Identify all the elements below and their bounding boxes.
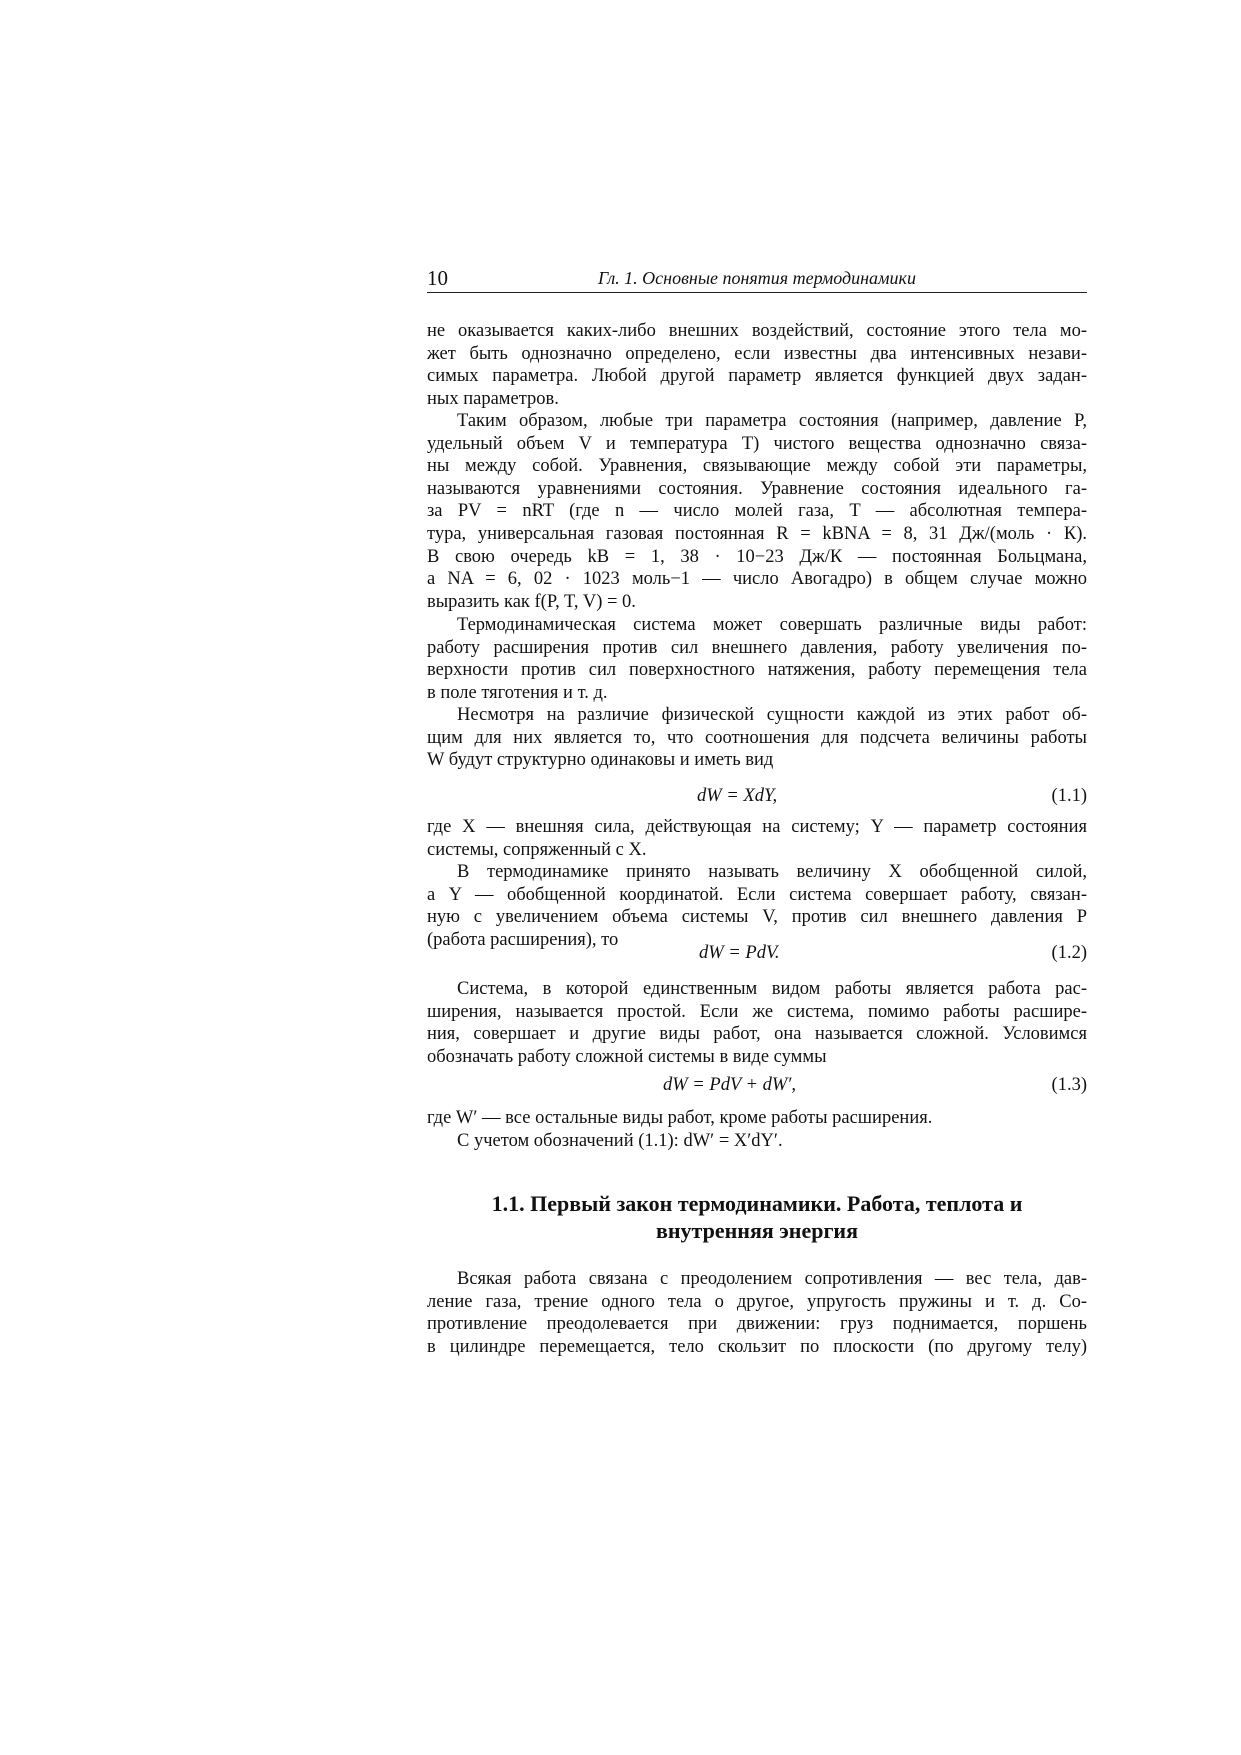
text-line-content: С учетом обозначений (1.1): dW′ = X′dY′. bbox=[457, 1130, 783, 1151]
text-line: В термодинамике принято называть величину X обобщенной силой, bbox=[457, 862, 1087, 882]
text-line: а Y — обобщенной координатой. Если система совершает работу, связан- bbox=[427, 884, 1087, 905]
paragraph-5 bbox=[427, 816, 1087, 861]
paragraph-3 bbox=[427, 614, 1087, 704]
text-line: Термодинамическая система может совершать различные виды работ: bbox=[457, 615, 1087, 635]
text-line: (работа расширения), то bbox=[427, 929, 619, 950]
text-line: верхности против сил поверхностного натяжения, работу перемещения тела bbox=[427, 660, 1087, 681]
text-line: системы, сопряженный с X. bbox=[427, 839, 647, 860]
text-line: называются уравнениями состояния. Уравнение состояния идеального га- bbox=[427, 478, 1087, 499]
paragraph-8 bbox=[427, 1107, 1087, 1152]
text-line: обозначать работу сложной системы в виде суммы bbox=[427, 1046, 827, 1067]
text-line: щим для них является то, что соотношения для подсчета величины работы bbox=[427, 727, 1087, 748]
paragraph-6 bbox=[427, 861, 1087, 951]
text-line: за PV = nRT (где n — число молей газа, T — абсолютная темпера- bbox=[427, 501, 1087, 522]
equation-formula: dW = PdV. bbox=[699, 943, 780, 963]
equation-number: (1.3) bbox=[1051, 1075, 1087, 1095]
running-head bbox=[427, 266, 1087, 293]
paragraph-9 bbox=[427, 1268, 1087, 1358]
text-line: ление газа, трение одного тела о другое, упругость пружины и т. д. Со- bbox=[427, 1291, 1087, 1312]
equation-number: (1.2) bbox=[1051, 943, 1087, 963]
text-line: выразить как f(P, T, V) = 0. bbox=[427, 591, 636, 612]
equation-formula: dW = PdV + dW′, bbox=[663, 1075, 796, 1095]
text-line: ную с увеличением объема системы V, против сил внешнего давления P bbox=[427, 907, 1087, 928]
paragraph-7 bbox=[427, 978, 1087, 1068]
text-line: W будут структурно одинаковы и иметь вид bbox=[427, 750, 774, 771]
equation-1-2 bbox=[427, 943, 1087, 967]
text-line: ния, совершает и другие виды работ, она называется сложной. Условимся bbox=[427, 1024, 1087, 1045]
text-line: ных параметров. bbox=[427, 388, 559, 409]
text-line: Таким образом, любые три параметра состояния (например, давление P, bbox=[457, 411, 1087, 431]
text-line: ны между собой. Уравнения, связывающие между собой эти параметры, bbox=[427, 456, 1087, 477]
text-line: Всякая работа связана с преодолением сопротивления — вес тела, дав- bbox=[457, 1269, 1087, 1289]
page-number: 10 bbox=[427, 266, 448, 290]
paragraph-1 bbox=[427, 320, 1087, 410]
equation-1-1 bbox=[427, 786, 1087, 810]
text-line: работу расширения против сил внешнего давления, работу увеличения по- bbox=[427, 637, 1087, 658]
text-line: симых параметра. Любой другой параметр является функцией двух задан- bbox=[427, 366, 1087, 387]
equation-formula: dW = XdY, bbox=[697, 786, 778, 806]
text-line: где W′ — все остальные виды работ, кроме работы расширения. bbox=[427, 1108, 933, 1128]
text-line: противление преодолевается при движении: груз поднимается, поршень bbox=[427, 1314, 1087, 1335]
text-line: не оказывается каких-либо внешних воздействий, состояние этого тела мо- bbox=[427, 321, 1087, 341]
text-line: удельный объем V и температура T) чистого вещества однозначно связа- bbox=[427, 433, 1087, 454]
text-line: Несмотря на различие физической сущности каждой из этих работ об- bbox=[457, 705, 1087, 725]
text-line: в поле тяготения и т. д. bbox=[427, 682, 608, 703]
text-line: жет быть однозначно определено, если известны два интенсивных незави- bbox=[427, 343, 1087, 364]
paragraph-2 bbox=[427, 410, 1087, 613]
chapter-title: Гл. 1. Основные понятия термодинамики bbox=[598, 268, 916, 288]
section-heading-line-1: 1.1. Первый закон термодинамики. Работа, теплота и bbox=[491, 1191, 1023, 1216]
paragraph-4 bbox=[427, 704, 1087, 772]
text-line: В свою очередь kB = 1, 38 · 10−23 Дж/К — постоянная Больцмана, bbox=[427, 546, 1087, 567]
section-heading bbox=[427, 1190, 1087, 1244]
section-heading-line-2: внутренняя энергия bbox=[655, 1218, 859, 1243]
text-line: в цилиндре перемещается, тело скользит по плоскости (по другому телу) bbox=[427, 1336, 1087, 1357]
equation-number: (1.1) bbox=[1051, 786, 1087, 806]
text-line: где X — внешняя сила, действующая на систему; Y — параметр состояния bbox=[427, 817, 1087, 837]
equation-1-3 bbox=[427, 1075, 1087, 1099]
text-line: а NA = 6, 02 · 1023 моль−1 — число Авогадро) в общем случае можно bbox=[427, 569, 1087, 590]
text-line: тура, универсальная газовая постоянная R = kBNA = 8, 31 Дж/(моль · К). bbox=[427, 523, 1087, 544]
text-line: ширения, называется простой. Если же система, помимо работы расшире- bbox=[427, 1001, 1087, 1022]
text-line bbox=[427, 1130, 1087, 1153]
text-line: Система, в которой единственным видом работы является работа рас- bbox=[457, 979, 1087, 999]
